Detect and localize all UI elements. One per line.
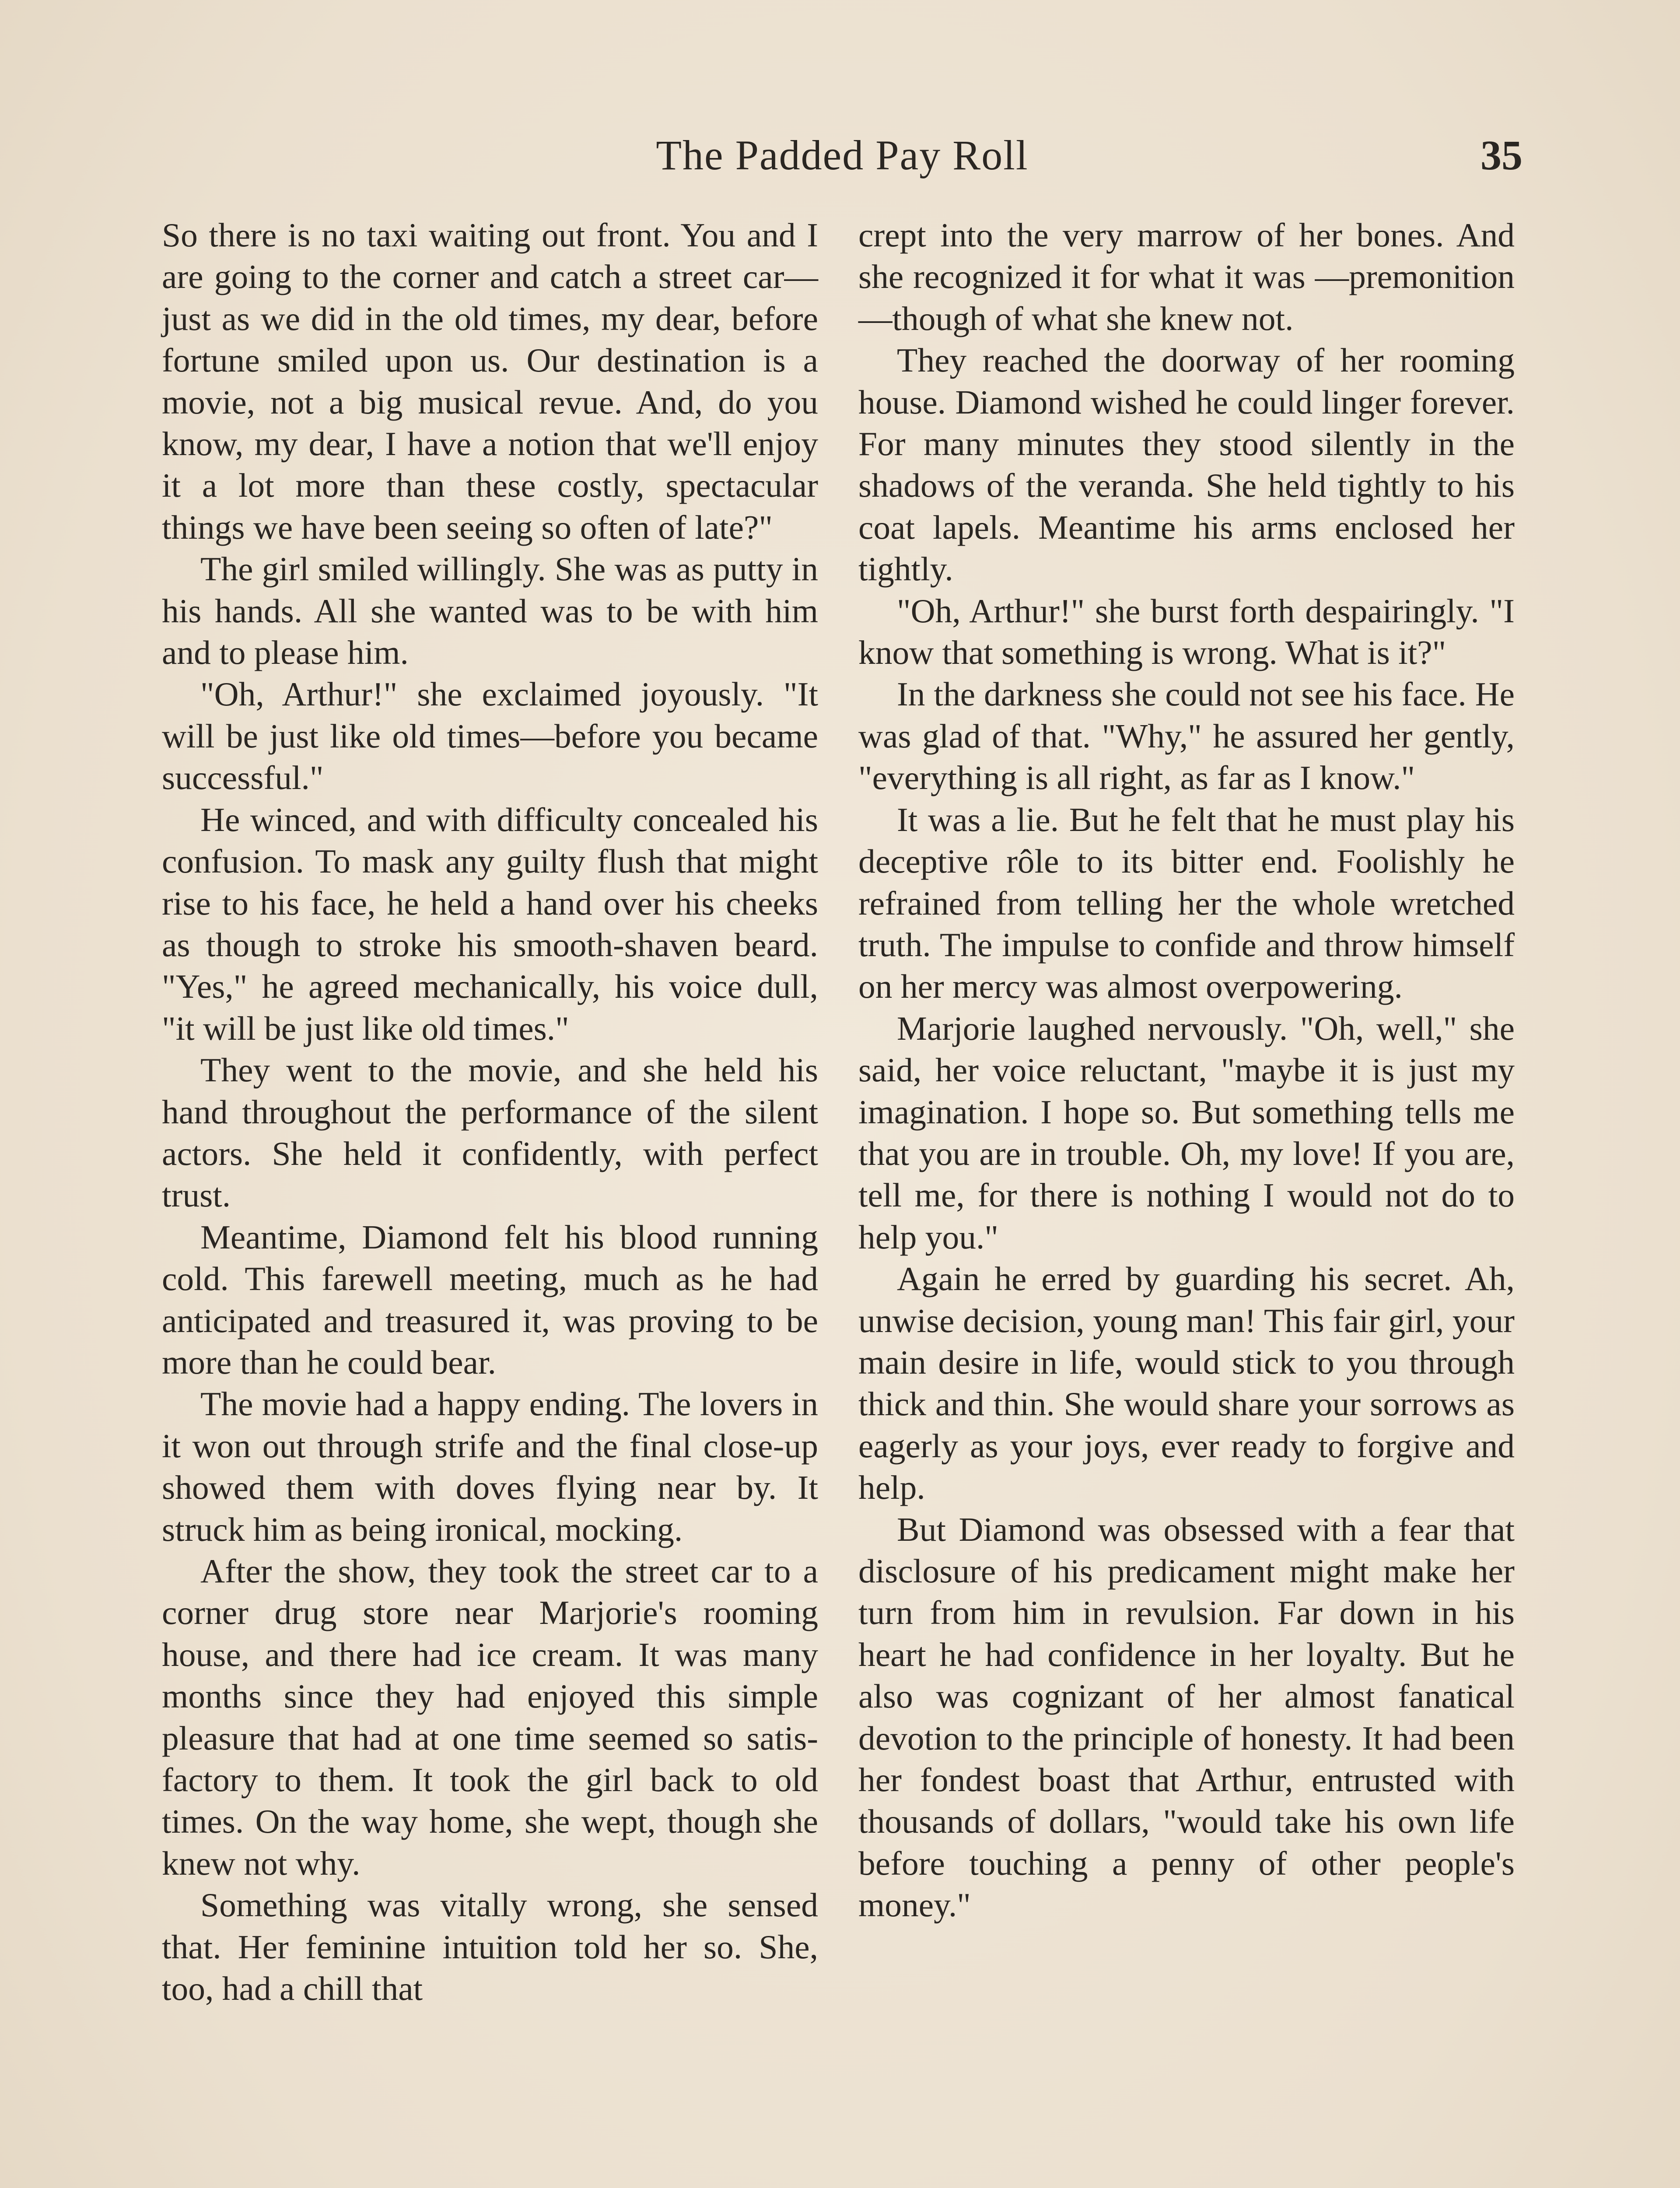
paragraph: It was a lie. But he felt that he must play his deceptive rôle to its bitter end. Foolishly he refrained from telling her the whole wretched truth. The impulse to confide and throw himself on her mercy was almost overpowering.: [858, 800, 1515, 1006]
running-title: The Padded Pay Roll: [656, 132, 1029, 179]
paragraph: But Diamond was obsessed with a fear that disclosure of his predicament might make her turn from him in revulsion. Far down in his heart he had confidence in her loyalty. But he also was cognizant of her almost fanatical devotion to the principle of honesty. It had been her fondest boast that Arthur, entrusted with thousands of dollars, "would take his own life before touching a penny of other people's money.": [858, 1510, 1515, 1924]
paragraph: The girl smiled willingly. She was as putty in his hands. All she wanted was to be with him and to please him.: [162, 550, 818, 672]
paragraph: Marjorie laughed nervously. "Oh, well," she said, her voice reluctant, "maybe it is just my imagination. I hope so. But something tells me that you are in trouble. Oh, my love! If you are, tell me, for there is nothing I would not do to help you.": [858, 1009, 1515, 1256]
page-header: [162, 123, 1522, 188]
paragraph: "Oh, Arthur!" she exclaimed joyously. "It will be just like old times—before you became successful.": [162, 675, 818, 797]
paragraph: In the darkness she could not see his face. He was glad of that. "Why," he assured her gently, "everything is all right, as far as I know.": [858, 675, 1515, 797]
paragraph: Meantime, Diamond felt his blood running cold. This farewell meeting, much as he had anticipated and treasured it, was proving to be more than he could bear.: [162, 1218, 818, 1381]
left-column: [162, 214, 818, 2009]
paragraph: They went to the movie, and she held his hand throughout the performance of the silent actors. She held it confidently, with perfect trust.: [162, 1051, 818, 1214]
paragraph: So there is no taxi waiting out front. You and I are going to the corner and catch a street car—just as we did in the old times, my dear, before fortune smiled upon us. Our destination is a movie, not a big musical revue. And, do you know, my dear, I have a notion that we'll enjoy it a lot more than these costly, spectacular things we have been seeing so often of late?": [162, 216, 818, 546]
right-column: [858, 214, 1515, 1926]
paragraph-continuation: crept into the very marrow of her bones. And she recognized it for what it was —premonition—though of what she knew not.: [858, 216, 1515, 337]
paragraph: Again he erred by guarding his secret. Ah, unwise decision, young man! This fair girl, your main desire in life, would stick to you through thick and thin. She would share your sorrows as eagerly as your joys, ever ready to forgive and help.: [858, 1260, 1515, 1507]
paragraph: He winced, and with difficulty concealed his confusion. To mask any guilty flush that might rise to his face, he held a hand over his cheeks as though to stroke his smooth-shaven beard. "Yes," he agreed mechanically, his voice dull, "it will be just like old times.": [162, 800, 818, 1047]
paragraph: After the show, they took the street car to a corner drug store near Marjorie's rooming house, and there had ice cream. It was many months since they had enjoyed this simple pleasure that had at one time seemed so satisfactory to them. It took the girl back to old times. On the way home, she wept, though she knew not why.: [162, 1552, 818, 1882]
paragraph: The movie had a happy ending. The lovers in it won out through strife and the final close-up showed them with doves flying near by. It struck him as being ironical, mocking.: [162, 1385, 818, 1548]
paragraph: Something was vitally wrong, she sensed that. Her feminine intuition told her so. She, too, had a chill that: [162, 1886, 818, 2008]
paragraph: "Oh, Arthur!" she burst forth despairingly. "I know that something is wrong. What is it?": [858, 592, 1515, 672]
page-number: 35: [1480, 132, 1522, 179]
paragraph: They reached the doorway of her rooming house. Diamond wished he could linger forever. For many minutes they stood silently in the shadows of the veranda. She held tightly to his coat lapels. Meantime his arms enclosed her tightly.: [858, 341, 1515, 588]
